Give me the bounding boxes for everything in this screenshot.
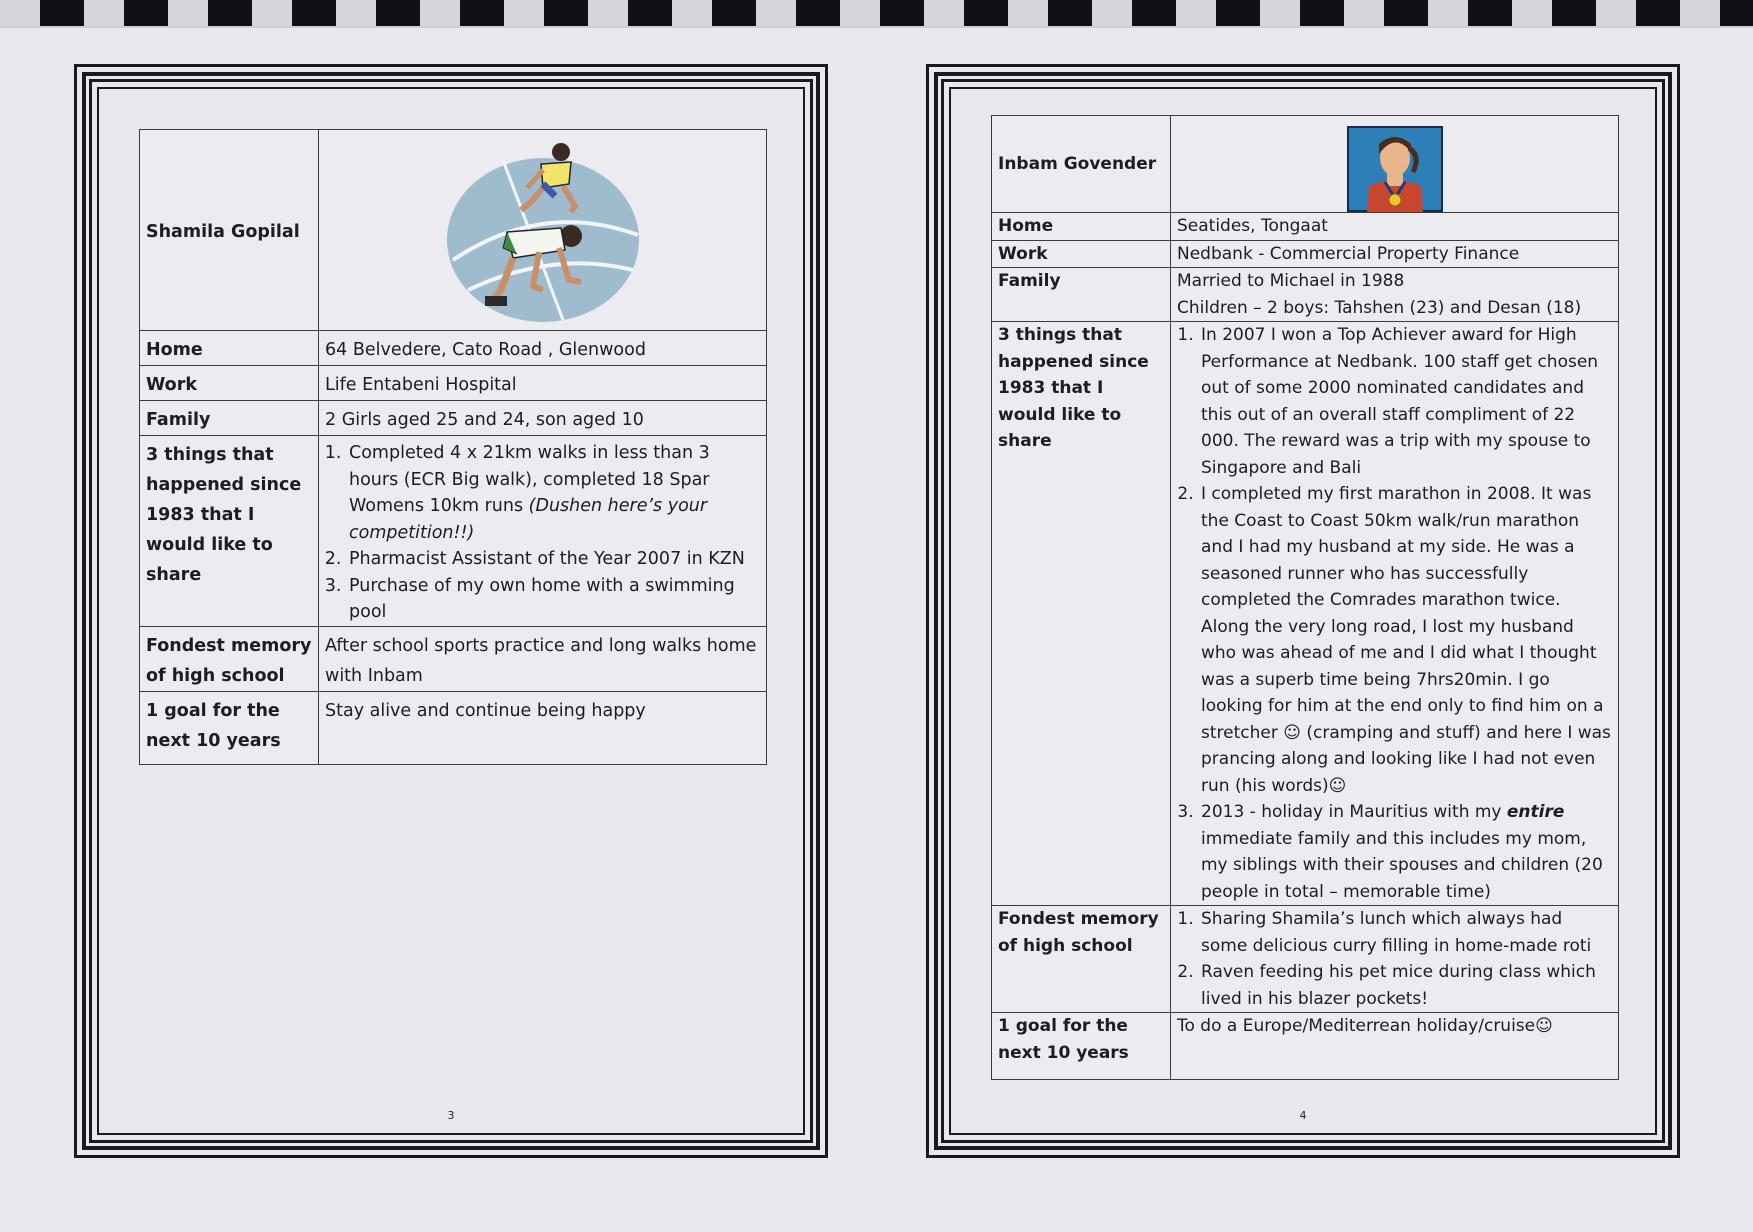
goal-label: 1 goal for the next 10 years [140,691,319,764]
family-line: Children – 2 boys: Tahshen (23) and Desan (18) [1177,297,1582,318]
home-value: Seatides, Tongaat [1171,213,1619,241]
list-item: 1. Sharing Shamila’s lunch which always had some delicious curry filling in home-made roti [1199,906,1612,959]
fondest-memory-row [140,626,767,691]
goal-label: 1 goal for the next 10 years [992,1013,1171,1080]
family-row [140,401,767,436]
left-page-border [82,72,820,1150]
home-row [140,331,767,366]
profile-name: Inbam Govender [992,116,1171,213]
fondest-memory-list [1177,906,1612,1012]
list-item: 1. In 2007 I won a Top Achiever award for High Performance at Nedbank. 100 staff get chosen out of some 2000 nominated candidates and this out of an overall staff compliment of 22 000. The reward was a trip with my spouse to Singapore and Bali [1199,322,1612,481]
goal-value: To do a Europe/Mediterrean holiday/cruise☺ [1171,1013,1619,1080]
family-value: 2 Girls aged 25 and 24, son aged 10 [319,401,767,436]
right-page [941,79,1665,1143]
work-value: Life Entabeni Hospital [319,366,767,401]
item-text: immediate family and this includes my mom, my siblings with their spouses and children (20 people in total – memorable time) [1201,828,1603,902]
fondest-memory-label: Fondest memory of high school [140,626,319,691]
work-row [992,240,1619,268]
work-label: Work [140,366,319,401]
list-item: 2. Raven feeding his pet mice during class which lived in his blazer pockets! [1199,959,1612,1012]
left-page [89,79,813,1143]
three-things-label: 3 things that happened since 1983 that I would like to share [140,436,319,627]
spiral-binding [0,0,1753,28]
page-number: 4 [1299,1109,1307,1122]
profile-table-shamila [139,129,767,765]
list-item: 2. I completed my first marathon in 2008. It was the Coast to Coast 50km walk/run marathon and I had my husband at my side. He was a seasoned runner who has successfully completed the Comrades marathon twice. Along the very long road, I lost my husband who was ahead of me and I did what I thought was a superb time being 7hrs20min. I go looking for him at the end only to find him on a stretcher ☺ (cramping and stuff) and here I was prancing along and looking like I had not even run (his words)☺ [1199,481,1612,799]
item-text: Completed 4 x 21km walks in less than 3 hours (ECR Big walk), completed 18 Spar Womens 10km runs [349,443,710,516]
home-value: 64 Belvedere, Cato Road , Glenwood [319,331,767,366]
three-things-value [319,436,767,627]
name-row [140,130,767,331]
family-label: Family [992,268,1171,322]
photo-cell [1171,116,1619,213]
name-row [992,116,1619,213]
work-value: Nedbank - Commercial Property Finance [1171,240,1619,268]
item-emphasis: entire [1506,802,1565,822]
goal-row [992,1013,1619,1080]
list-item: 3. Purchase of my own home with a swimming pool [347,573,760,626]
profile-table-inbam [991,115,1619,1080]
fondest-memory-value: After school sports practice and long walks home with Inbam [319,626,767,691]
woman-runner-clipart-icon [1347,126,1443,212]
three-things-row [140,436,767,627]
home-row [992,213,1619,241]
profile-name: Shamila Gopilal [140,130,319,331]
three-things-row [992,322,1619,906]
item-text: 2013 - holiday in Mauritius with my [1201,802,1507,822]
list-item [1199,799,1612,905]
home-label: Home [992,213,1171,241]
page-number: 3 [447,1109,455,1122]
family-label: Family [140,401,319,436]
family-line: Married to Michael in 1988 [1177,271,1405,291]
goal-value: Stay alive and continue being happy [319,691,767,764]
work-row [140,366,767,401]
item-italic-note: (Dushen here’s your competition!!) [349,496,708,543]
three-things-list [325,440,760,626]
three-things-list [1177,322,1612,905]
fondest-memory-label: Fondest memory of high school [992,906,1171,1013]
list-item: 2. Pharmacist Assistant of the Year 2007 in KZN [347,546,760,573]
home-label: Home [140,331,319,366]
fondest-memory-value [1171,906,1619,1013]
right-page-border [934,72,1672,1150]
list-item [347,440,760,546]
three-things-value [1171,322,1619,906]
family-row [992,268,1619,322]
photo-cell [319,130,767,331]
sprinters-clipart-icon [443,140,643,324]
fondest-memory-row [992,906,1619,1013]
three-things-label: 3 things that happened since 1983 that I would like to share [992,322,1171,906]
goal-row [140,691,767,764]
family-value [1171,268,1619,322]
work-label: Work [992,240,1171,268]
